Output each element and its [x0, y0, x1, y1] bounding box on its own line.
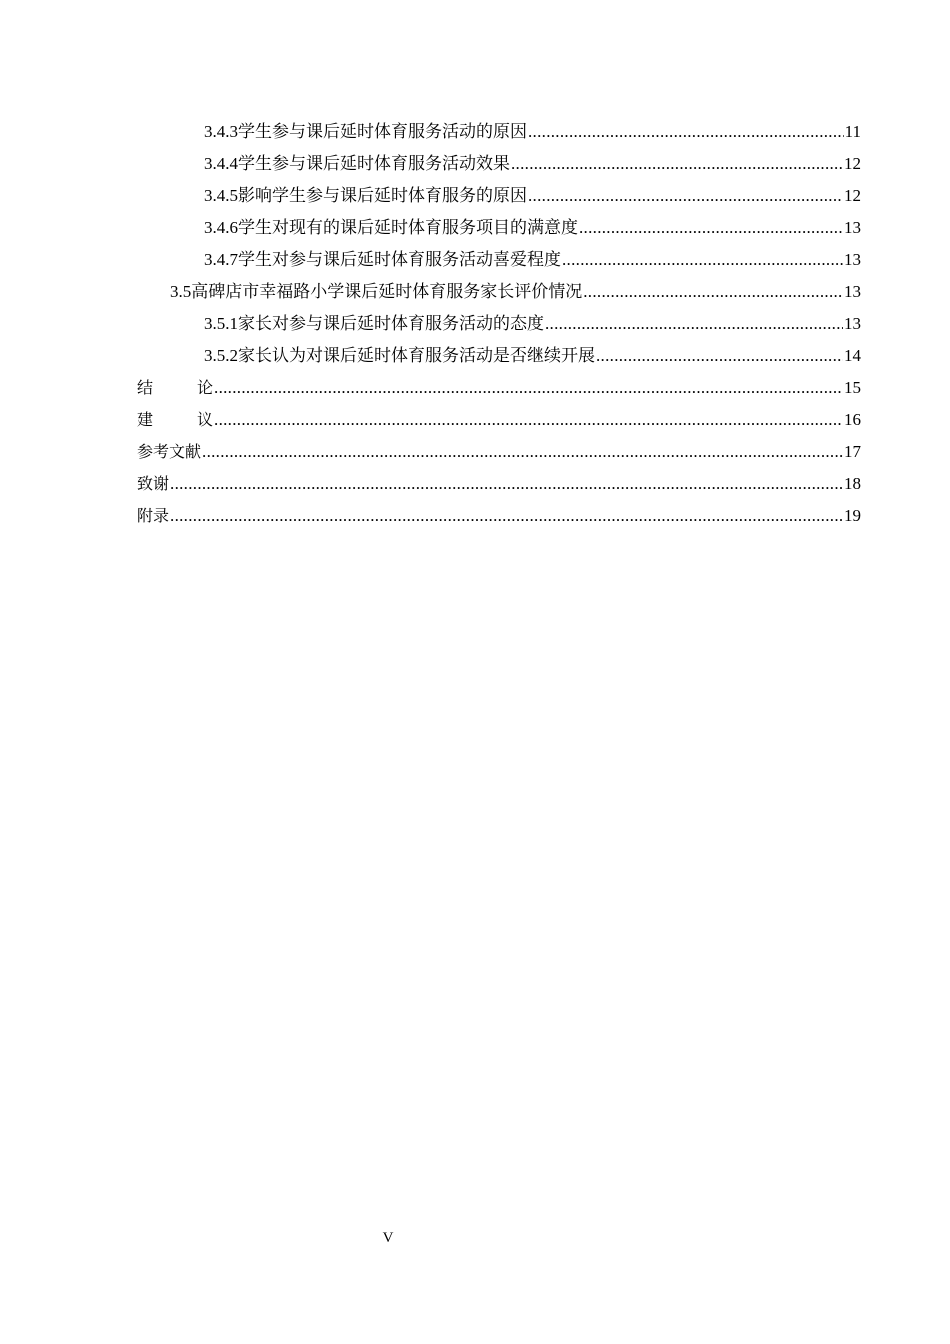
- toc-dot-leader: [596, 340, 843, 372]
- toc-title-char: 结: [137, 378, 154, 397]
- toc-dot-leader: [511, 148, 843, 180]
- toc-dot-leader: [528, 116, 844, 148]
- toc-entry-number: 3.4.6: [204, 218, 238, 237]
- toc-dot-leader: [170, 468, 843, 500]
- page-number-footer: V: [382, 1230, 394, 1246]
- toc-entry-title: [137, 372, 213, 404]
- toc-entry-number: 3.5.1: [204, 314, 238, 333]
- toc-entry-page: 13: [844, 218, 861, 237]
- toc-dot-leader: [545, 308, 843, 340]
- toc-entry-title: 高碑店市幸福路小学课后延时体育服务家长评价情况: [191, 282, 583, 301]
- table-of-contents: [137, 116, 861, 532]
- toc-entry-page: 13: [844, 250, 861, 269]
- toc-entry[interactable]: [137, 212, 861, 244]
- toc-entry-number: 3.4.4: [204, 154, 238, 173]
- toc-entry-title: 家长对参与课后延时体育服务活动的态度: [238, 314, 544, 333]
- toc-entry[interactable]: [137, 244, 861, 276]
- toc-dot-leader: [528, 180, 843, 212]
- toc-entry-page: 11: [844, 122, 861, 141]
- toc-entry-conclusion[interactable]: [137, 372, 861, 404]
- toc-dot-leader: [583, 276, 843, 308]
- toc-entry-number: 3.4.3: [204, 122, 238, 141]
- toc-dot-leader: [170, 500, 843, 532]
- toc-entry[interactable]: [137, 308, 861, 340]
- toc-entry[interactable]: [137, 276, 861, 308]
- toc-entry-title: 学生对参与课后延时体育服务活动喜爱程度: [238, 250, 561, 269]
- toc-entry-title: 学生参与课后延时体育服务活动效果: [238, 154, 510, 173]
- toc-title-char: 论: [197, 378, 214, 397]
- toc-entry-number: 3.5: [170, 282, 192, 301]
- toc-entry-number: 3.5.2: [204, 346, 238, 365]
- toc-dot-leader: [579, 212, 843, 244]
- toc-entry-title: 影响学生参与课后延时体育服务的原因: [238, 186, 527, 205]
- toc-entry-page: 12: [844, 154, 861, 173]
- toc-entry-title: 家长认为对课后延时体育服务活动是否继续开展: [238, 346, 595, 365]
- toc-entry-page: 17: [844, 442, 861, 461]
- toc-entry-page: 19: [844, 506, 861, 525]
- toc-entry[interactable]: [137, 340, 861, 372]
- toc-entry[interactable]: [137, 180, 861, 212]
- toc-entry-title: 学生对现有的课后延时体育服务项目的满意度: [238, 218, 578, 237]
- toc-dot-leader: [214, 404, 843, 436]
- toc-entry-number: 3.4.5: [204, 186, 238, 205]
- toc-entry-page: 15: [844, 378, 861, 397]
- toc-entry-title: 附录: [137, 506, 170, 525]
- toc-entry-appendix[interactable]: [137, 500, 861, 532]
- toc-entry-page: 16: [844, 410, 861, 429]
- toc-entry-acknowledgements[interactable]: [137, 468, 861, 500]
- toc-title-char: 议: [197, 410, 214, 429]
- toc-entry-page: 13: [844, 282, 861, 301]
- toc-entry-page: 13: [844, 314, 861, 333]
- toc-entry-title: 学生参与课后延时体育服务活动的原因: [238, 122, 527, 141]
- toc-dot-leader: [214, 372, 843, 404]
- toc-entry[interactable]: [137, 148, 861, 180]
- toc-entry-title: 参考文献: [137, 442, 202, 461]
- toc-dot-leader: [562, 244, 843, 276]
- toc-entry[interactable]: [137, 116, 861, 148]
- toc-entry-suggestions[interactable]: [137, 404, 861, 436]
- toc-entry-page: 12: [844, 186, 861, 205]
- toc-entry-title: 致谢: [137, 474, 170, 493]
- toc-title-char: 建: [137, 410, 154, 429]
- toc-dot-leader: [202, 436, 843, 468]
- toc-entry-page: 14: [844, 346, 861, 365]
- toc-entry-title: [137, 404, 213, 436]
- toc-entry-references[interactable]: [137, 436, 861, 468]
- toc-entry-number: 3.4.7: [204, 250, 238, 269]
- toc-entry-page: 18: [844, 474, 861, 493]
